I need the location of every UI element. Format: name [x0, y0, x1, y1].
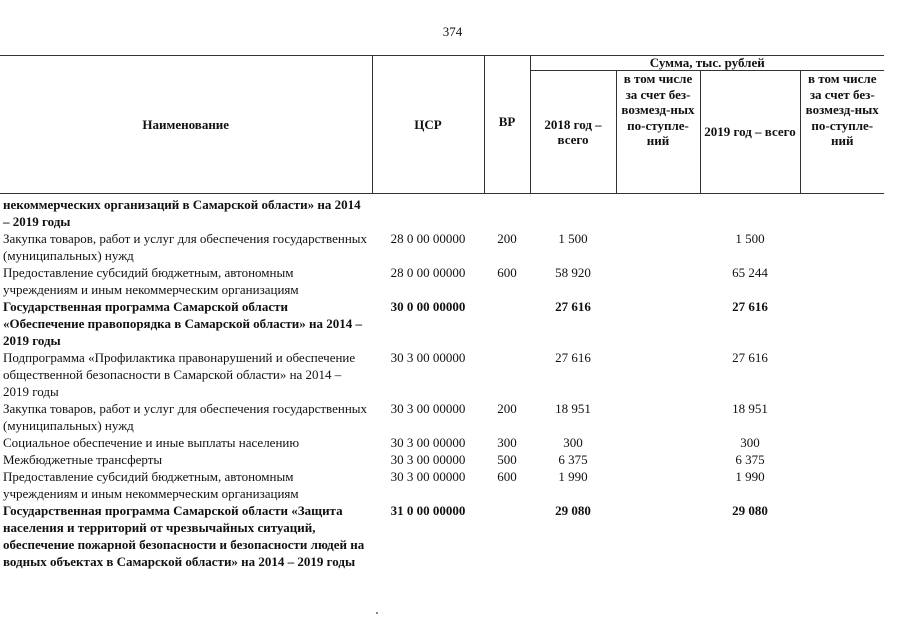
page-number: 374	[442, 24, 463, 39]
row-name: Закупка товаров, работ и услуг для обеспечения государственных (муниципальных) нужд	[3, 231, 368, 263]
budget-table	[0, 196, 884, 570]
row-name: Государственная программа Самарской области «Обеспечение правопорядка в Самарской области» на 2014 – 2019 годы	[3, 299, 363, 348]
row-2018-total: 58 920	[555, 265, 591, 280]
row-2018-total: 27 616	[555, 299, 591, 314]
row-csr: 30 3 00 00000	[390, 350, 466, 365]
row-csr: 30 3 00 00000	[390, 401, 466, 416]
table-row	[0, 349, 884, 400]
row-csr: 30 3 00 00000	[390, 435, 466, 450]
row-2019-free	[800, 230, 884, 264]
row-2018-free	[616, 230, 700, 264]
row-2019-total: 29 080	[732, 503, 768, 518]
row-name: Закупка товаров, работ и услуг для обеспечения государственных (муниципальных) нужд	[3, 401, 368, 433]
row-vr	[484, 502, 530, 570]
table-header	[0, 55, 884, 194]
row-2018-free	[616, 349, 700, 400]
header-2019-total: 2019 год – всего	[700, 71, 800, 194]
row-2019-total: 27 616	[732, 299, 768, 314]
header-2018-free: в том числе за счет без-возмезд-ных по-ступле-ний	[616, 71, 700, 194]
header-sum-title: Сумма, тыс. рублей	[530, 56, 884, 71]
row-2019-free	[800, 264, 884, 298]
table-row	[0, 196, 884, 230]
table-row	[0, 400, 884, 434]
row-name: Предоставление субсидий бюджетным, автономным учреждениям и иным некоммерческим организациям	[3, 469, 299, 501]
row-2019-free	[800, 502, 884, 570]
row-2019-free	[800, 400, 884, 434]
row-2018-total: 1 990	[558, 469, 588, 484]
table-row	[0, 502, 884, 570]
table-row	[0, 468, 884, 502]
row-2018-free	[616, 434, 700, 451]
row-2018-free	[616, 502, 700, 570]
row-2018-total: 1 500	[558, 231, 588, 246]
row-2019-free	[800, 349, 884, 400]
row-2018-free	[616, 400, 700, 434]
row-vr: 200	[497, 401, 517, 416]
row-vr: 500	[497, 452, 517, 467]
row-vr: 600	[497, 469, 517, 484]
row-2018-free	[616, 264, 700, 298]
row-vr	[484, 349, 530, 400]
table-row	[0, 230, 884, 264]
row-vr: 200	[497, 231, 517, 246]
row-2018-free	[616, 298, 700, 349]
row-name: некоммерческих организаций в Самарской области» на 2014 – 2019 годы	[3, 197, 361, 229]
row-2018-total	[530, 196, 616, 230]
row-2019-free	[800, 451, 884, 468]
row-2019-total: 1 990	[735, 469, 765, 484]
table-row	[0, 434, 884, 451]
row-2019-total: 27 616	[732, 350, 768, 365]
row-2019-total	[700, 196, 800, 230]
row-2019-free	[800, 298, 884, 349]
header-2019-free: в том числе за счет без-возмезд-ных по-ступле-ний	[800, 71, 884, 194]
row-2018-free	[616, 468, 700, 502]
row-2018-total: 6 375	[558, 452, 588, 467]
row-2019-free	[800, 434, 884, 451]
row-2018-total: 300	[563, 435, 583, 450]
table-row	[0, 298, 884, 349]
row-2019-total: 18 951	[732, 401, 768, 416]
row-vr: 300	[497, 435, 517, 450]
row-name: Межбюджетные трансферты	[3, 452, 163, 467]
row-csr: 28 0 00 00000	[390, 265, 466, 280]
row-csr: 31 0 00 00000	[390, 503, 466, 518]
row-csr	[372, 196, 484, 230]
row-vr: 600	[497, 265, 517, 280]
row-2019-free	[800, 468, 884, 502]
row-name: Социальное обеспечение и иные выплаты населению	[3, 435, 300, 450]
row-name: Государственная программа Самарской области «Защита населения и территорий от чрезвычайных ситуаций, обеспечение пожарной безопасности и безопасности людей на водных объектах в Самарской области» на 2014 – 2019 годы	[3, 503, 365, 569]
row-vr	[484, 298, 530, 349]
row-2018-total: 29 080	[555, 503, 591, 518]
row-vr	[484, 196, 530, 230]
row-csr: 30 3 00 00000	[390, 469, 466, 484]
row-2019-total: 65 244	[732, 265, 768, 280]
header-csr: ЦСР	[372, 56, 484, 194]
row-2019-total: 300	[740, 435, 760, 450]
row-2019-free	[800, 196, 884, 230]
row-name: Предоставление субсидий бюджетным, автономным учреждениям и иным некоммерческим организациям	[3, 265, 299, 297]
row-2018-free	[616, 196, 700, 230]
header-name: Наименование	[0, 56, 372, 194]
row-csr: 30 3 00 00000	[390, 452, 466, 467]
scan-artifact	[376, 612, 378, 614]
row-2019-total: 1 500	[735, 231, 765, 246]
row-2018-total: 18 951	[555, 401, 591, 416]
row-2018-free	[616, 451, 700, 468]
table-row	[0, 264, 884, 298]
row-2019-total: 6 375	[735, 452, 765, 467]
header-2018-total: 2018 год – всего	[530, 71, 616, 194]
row-csr: 30 0 00 00000	[390, 299, 466, 314]
table-body	[0, 196, 884, 570]
table-row	[0, 451, 884, 468]
row-2018-total: 27 616	[555, 350, 591, 365]
row-csr: 28 0 00 00000	[390, 231, 466, 246]
row-name: Подпрограмма «Профилактика правонарушений и обеспечение общественной безопасности в Самарской области» на 2014 – 2019 годы	[3, 350, 356, 399]
header-vr: ВР	[484, 56, 530, 194]
